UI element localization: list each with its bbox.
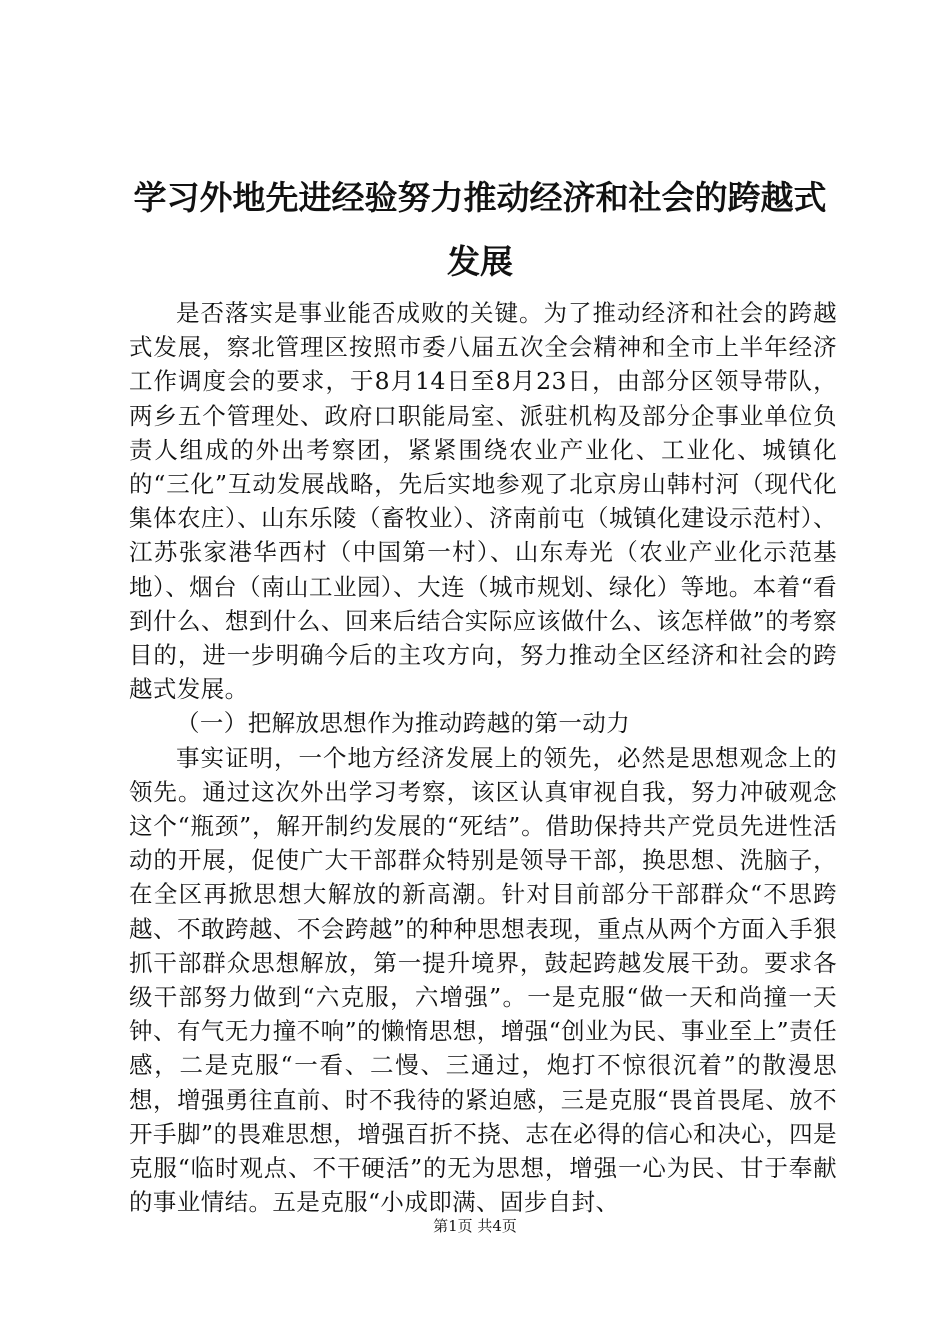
document-title: 学习外地先进经验努力推动经济和社会的跨越式发展	[133, 178, 827, 281]
document-body	[129, 296, 837, 1219]
section-heading: （一）把解放思想作为推动跨越的第一动力	[176, 709, 631, 738]
paragraph-intro: 是否落实是事业能否成败的关键。为了推动经济和社会的跨越式发展，察北管理区按照市委八届五次全会精神和全市上半年经济工作调度会的要求，于8月14日至8月23日，由部分区领导带队，两乡五个管理处、政府口职能局室、派驻机构及部分企事业单位负责人组成的外出考察团，紧紧围绕农业产业化、工业化、城镇化的“三化”互动发展战略，先后实地参观了北京房山韩村河（现代化集体农庄）、山东乐陵（畜牧业）、济南前屯（城镇化建设示范村）、江苏张家港华西村（中国第一村）、山东寿光（农业产业化示范基地）、烟台（南山工业园）、大连（城市规划、绿化）等地。本着“看到什么、想到什么、回来后结合实际应该做什么、该怎样做”的考察目的，进一步明确今后的主攻方向，努力推动全区经济和社会的跨越式发展。	[129, 299, 837, 704]
paragraph-section-one: 事实证明，一个地方经济发展上的领先，必然是思想观念上的领先。通过这次外出学习考察，该区认真审视自我，努力冲破观念这个“瓶颈”，解开制约发展的“死结”。借助保持共产党员先进性活动的开展，促使广大干部群众特别是领导干部，换思想、洗脑子，在全区再掀思想大解放的新高潮。针对目前部分干部群众“不思跨越、不敢跨越、不会跨越”的种种思想表现，重点从两个方面入手狠抓干部群众思想解放，第一提升境界，鼓起跨越发展干劲。要求各级干部努力做到“六克服，六增强”。一是克服“做一天和尚撞一天钟、有气无力撞不响”的懒惰思想，增强“创业为民、事业至上”责任感，二是克服“一看、二慢、三通过，炮打不惊很沉着”的散漫思想，增强勇往直前、时不我待的紧迫感，三是克服“畏首畏尾、放不开手脚”的畏难思想，增强百折不挠、志在必得的信心和决心，四是克服“临时观点、不干硬活”的无为思想，增强一心为民、甘于奉献的事业情结。五是克服“小成即满、固步自封、	[129, 743, 837, 1217]
page-number-footer: 第1页 共4页	[433, 1217, 517, 1235]
